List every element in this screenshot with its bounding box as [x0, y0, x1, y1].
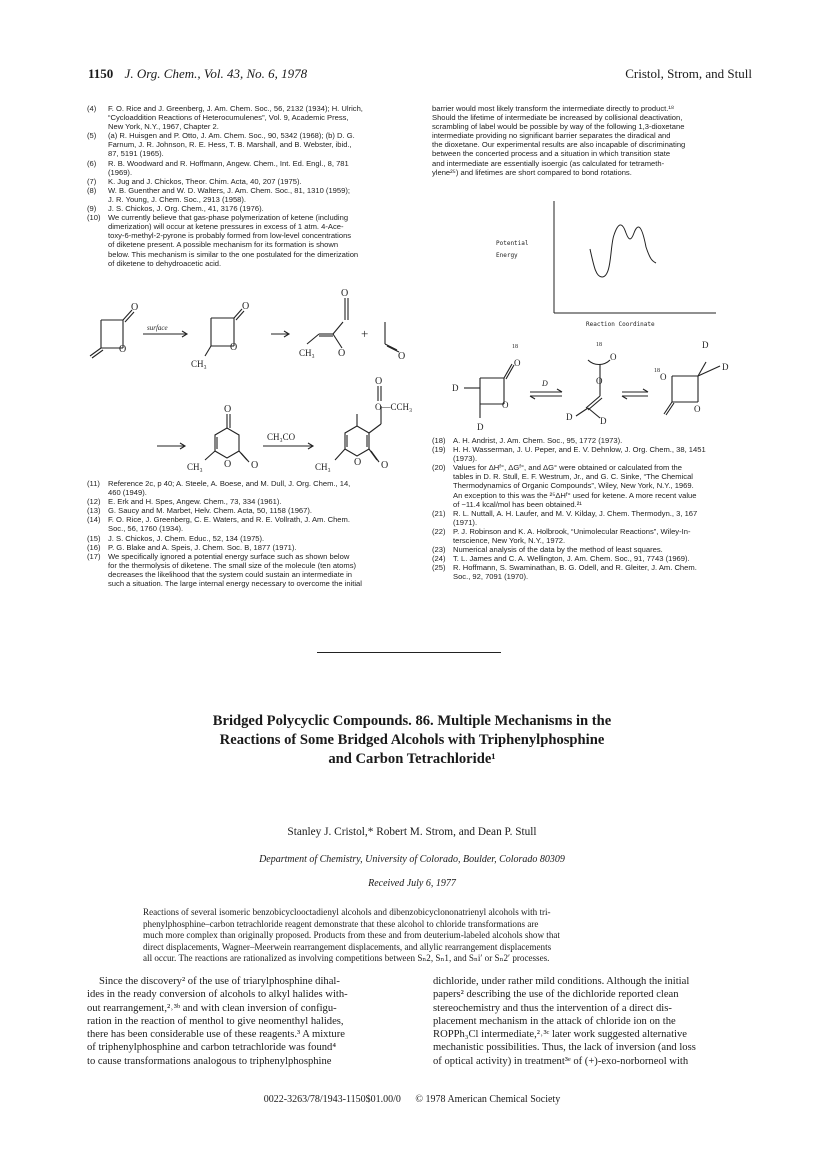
reference-item — [87, 131, 422, 158]
reference-item — [432, 436, 762, 445]
reference-item — [432, 545, 762, 554]
reference-text-line: such a situation. The large internal energy necessary to overcome the initial — [108, 579, 362, 589]
article-authors: Stanley J. Cristol,* Robert M. Strom, and Dean P. Stull — [287, 826, 537, 838]
scheme1-plus: + — [361, 326, 369, 341]
body-line: mechanistic possibilities. Thus, the lack of inversion (and loss — [433, 1042, 696, 1054]
body-line: out rearrangement,²˒³ᵇ and with clean inversion of configu- — [87, 1002, 337, 1014]
reference-text-line: We specifically ignored a potential energy surface such as shown below — [108, 551, 350, 561]
reference-text-line: F. O. Rice and J. Greenberg, J. Am. Chem. Soc., 56, 2132 (1934); H. Ulrich, — [108, 104, 363, 113]
scheme3-d-arrow: D — [542, 379, 548, 388]
scheme1-o2: O — [119, 344, 127, 355]
reference-text-line: tables in D. R. Stull, E. F. Westrum, Jr., and G. C. Sinke, “The Chemical — [453, 472, 693, 482]
reference-text-line: We currently believe that gas-phase polymerization of ketene (including — [108, 213, 349, 223]
reference-item — [87, 177, 422, 186]
reference-text-line: New York, N.Y., 1967, Chapter 2. — [108, 122, 219, 132]
reference-item — [87, 213, 422, 268]
scheme-dioxetane — [450, 338, 750, 436]
abstract — [143, 907, 683, 965]
reference-number: (8) — [87, 185, 97, 195]
scheme1-o6: O — [338, 348, 346, 359]
ref-text-line: the dioxetane. Our experimental results are also incapable of discriminating — [432, 140, 686, 150]
reference-number: (23) — [432, 545, 446, 555]
reference-text-line: R. Hoffmann, S. Swaminathan, B. G. Odell, and R. Gleiter, J. Am. Chem. — [453, 563, 697, 573]
scheme1-o7: O — [398, 351, 406, 362]
body-column-left — [87, 975, 417, 1068]
scheme3-o6: O — [694, 404, 701, 414]
reference-text-line: (1969). — [108, 167, 133, 177]
scheme2-acetoxy: O—CCH₃ — [375, 402, 413, 412]
ref-text-line: and intermediate are essentially isoergic (as calculated for tetrameth- — [432, 158, 665, 168]
scheme3-o3: O — [610, 352, 617, 362]
body-line: ROPPh₃Cl intermediate,²˒³ᶜ later work suggested alternative — [433, 1029, 687, 1041]
references-right-bottom — [432, 436, 762, 582]
reference-number: (4) — [87, 104, 97, 113]
reference-number: (25) — [432, 563, 446, 573]
scheme3-label18-1: 18 — [512, 344, 518, 350]
scheme3-label18-3: 18 — [654, 368, 660, 374]
body-line: to cause transformations analogous to triphenylphosphine — [87, 1055, 332, 1067]
body-line: stereochemistry and thus the intervention of a direct dis- — [433, 1002, 672, 1014]
ref-text-line: Should the lifetime of intermediate be increased by collisional deactivation, — [432, 113, 683, 123]
reference-text-line: P. J. Robinson and K. A. Holbrook, “Unimolecular Reactions”, Wiley-In- — [453, 526, 691, 536]
abstract-line: all occur. The reactions are rationalized as involving competitions between Sₙ2, Sₙ1, and Sₙi′ or Sₙ2′ processes. — [143, 953, 550, 964]
reference-number: (5) — [87, 131, 97, 141]
reference-text-line: for the thermolysis of diketene. The small size of the molecule (ten atoms) — [108, 560, 357, 570]
reference-text-line: J. R. Young, J. Chem. Soc., 2913 (1958). — [108, 194, 247, 204]
body-line: of optical activity) in treatment³ᵉ of (+)-exo-norborneol with — [433, 1055, 689, 1067]
reference-text-line: 460 (1949). — [108, 488, 147, 498]
reference-number: (14) — [87, 515, 101, 525]
scheme2-o1: O — [224, 404, 232, 415]
reference-item — [87, 543, 422, 552]
energy-ylabel-2: Energy — [496, 252, 518, 259]
reference-text-line: Numerical analysis of the data by the method of least squares. — [453, 545, 663, 555]
reference-text-line: P. G. Blake and A. Speis, J. Chem. Soc. B, 1877 (1971). — [108, 542, 297, 552]
reference-item — [432, 509, 762, 527]
reference-text-line: below. This mechanism is similar to the one postulated for the dimerization — [108, 249, 359, 259]
reference-text-line: (a) R. Huisgen and P. Otto, J. Am. Chem. Soc., 90, 5342 (1968); (b) D. G. — [108, 131, 355, 141]
reference-number: (6) — [87, 158, 97, 168]
scheme2-o6: O — [381, 460, 389, 471]
scheme2-methyl2: CH₃ — [315, 462, 331, 472]
body-line: ration in the reaction of menthol to give neomenthyl halides, — [87, 1015, 344, 1027]
reference-number: (12) — [87, 497, 101, 507]
reference-item — [432, 445, 762, 463]
reference-text-line: (1973). — [453, 454, 478, 464]
ref-text-line: barrier would most likely transform the intermediate directly to product.¹⁸ — [432, 104, 675, 113]
reference-item — [432, 563, 762, 581]
reference-item — [432, 463, 762, 508]
scheme3-label18-2: 18 — [596, 342, 602, 348]
scheme3-o2: O — [502, 400, 509, 410]
references-left-bottom — [87, 479, 422, 588]
reference-number: (21) — [432, 508, 446, 518]
reference-item — [87, 186, 422, 204]
reference-text-line: J. S. Chickos, J. Org. Chem., 41, 3176 (1976). — [108, 204, 264, 214]
reference-number: (17) — [87, 551, 101, 561]
reference-number: (10) — [87, 213, 101, 223]
reference-number: (9) — [87, 204, 97, 214]
reference-text-line: R. L. Nuttall, A. H. Laufer, and M. V. Kilday, J. Chem. Thermodyn., 3, 167 — [453, 508, 698, 518]
scheme2-o5: O — [354, 457, 362, 468]
body-line: papers² describing the use of the dichloride reported clean — [433, 989, 679, 1001]
reference-number: (24) — [432, 554, 446, 564]
reference-text-line: 87, 5191 (1965). — [108, 149, 164, 159]
energy-xlabel: Reaction Coordinate — [586, 321, 655, 328]
reference-text-line: “Cycloaddition Reactions of Heterocumulenes”, Vol. 9, Academic Press, — [108, 113, 349, 123]
reference-text-line: dimerization) will occur at ketene pressures in excess of 1 atm. 4-Ace- — [108, 222, 344, 232]
scheme1-o5: O — [341, 288, 349, 299]
reference-text-line: W. B. Guenther and W. D. Walters, J. Am. Chem. Soc., 81, 1310 (1959); — [108, 185, 350, 195]
reference-number: (11) — [87, 479, 100, 488]
reference-text-line: terscience, New York, N.Y., 1972. — [453, 536, 566, 546]
title-line: Reactions of Some Bridged Alcohols with Triphenylphosphine — [219, 732, 605, 748]
reference-number: (13) — [87, 506, 101, 516]
reference-number: (20) — [432, 463, 446, 473]
reference-text-line: E. Erk and H. Spes, Angew. Chem., 73, 334 (1961). — [108, 497, 282, 507]
body-line: dichloride, under rather mild conditions. Although the initial — [433, 976, 690, 987]
ref-text-line: intermediate providing no significant barrier separates the diradical and — [432, 131, 671, 141]
energy-diagram — [486, 195, 722, 335]
reference-number: (18) — [432, 436, 446, 445]
reference-item — [87, 506, 422, 515]
reference-item — [87, 497, 422, 506]
scheme-diketene-thermolysis — [87, 288, 427, 378]
reference-text-line: of diketene present. A possible mechanism for its formation is shown — [108, 240, 339, 250]
scheme3-o4: O — [596, 376, 603, 386]
section-divider — [317, 652, 501, 653]
reference-item — [432, 527, 762, 545]
article-affiliation: Department of Chemistry, University of Colorado, Boulder, Colorado 80309 — [259, 854, 565, 865]
abstract-line: direct displacements, Wagner–Meerwein rearrangement displacements, and allylic rearrangement displacements — [143, 941, 552, 952]
article-code: 0022-3263/78/1943-1150$01.00/0 — [263, 1094, 401, 1105]
reference-text-line: Thermodynamics of Organic Compounds”, Wiley, New York, N.Y., 1969. — [453, 481, 694, 491]
reference-item — [87, 159, 422, 177]
scheme3-d2: D — [477, 422, 484, 432]
reference-text-line: An exception to this was the ²⁵ΔHᶠ° used for ketene. A more recent value — [453, 490, 697, 500]
body-line: Since the discovery² of the use of triarylphosphine dihal- — [99, 976, 340, 987]
running-header-authors: Cristol, Strom, and Stull — [625, 66, 752, 81]
reference-text-line: R. B. Woodward and R. Hoffmann, Angew. Chem., Int. Ed. Engl., 8, 781 — [108, 158, 349, 168]
scheme3-d1: D — [452, 383, 459, 393]
abstract-line: phenylphosphine–carbon tetrachloride reagent demonstrate that these alcohol to chloride transformations are — [143, 918, 539, 929]
scheme3-d3: D — [566, 412, 573, 422]
reference-text-line: K. Jug and J. Chickos, Theor. Chim. Acta, 40, 207 (1975). — [108, 176, 302, 186]
energy-ylabel-1: Potential — [496, 240, 529, 247]
copyright: © 1978 American Chemical Society — [415, 1094, 561, 1105]
scheme2-o4: O — [375, 376, 383, 387]
page-number: 1150 — [88, 66, 114, 81]
reference-text-line: Soc., 92, 7091 (1970). — [453, 572, 529, 582]
ref-text-line: scrambling of label would be possible by way of the following 1,3-dioxetane — [432, 122, 685, 132]
body-line: of triphenylphosphine and carbon tetrachloride was found⁴ — [87, 1042, 337, 1054]
reference-text-line: Values for ΔHᶠ°, ΔGᶠ°, and ΔG° were obtained or calculated from the — [453, 463, 683, 473]
page-footer — [0, 1094, 824, 1105]
scheme3-o1: O — [514, 358, 521, 368]
ref-text-line: between the concerted process and a situation in which transition state — [432, 149, 671, 159]
article-title — [90, 712, 734, 769]
journal-citation: J. Org. Chem., Vol. 43, No. 6, 1978 — [124, 66, 308, 81]
scheme1-o4: O — [230, 342, 238, 353]
reference-item — [87, 515, 422, 533]
reference-number: (22) — [432, 526, 446, 536]
reference-text-line: decreases the likelihood that the system could sustain an intermediate in — [108, 569, 352, 579]
reference-text-line: toxy-6-methyl-2-pyrone is probably formed from low-level concentrations — [108, 231, 352, 241]
scheme-pyrone-acetylation — [87, 374, 427, 474]
scheme2-reagent: CH₃CO — [267, 432, 296, 442]
reference-text-line: of −11.4 kcal/mol has been obtained.²¹ — [453, 499, 582, 509]
scheme3-o5: O — [660, 372, 667, 382]
scheme3-d4: D — [600, 416, 607, 426]
running-header-left — [88, 66, 307, 82]
reference-text-line: F. O. Rice, J. Greenberg, C. E. Waters, and R. E. Vollrath, J. Am. Chem. — [108, 515, 350, 525]
reference-text-line: H. H. Wasserman, J. U. Peper, and E. V. Dehnlow, J. Org. Chem., 38, 1451 — [453, 445, 706, 455]
body-column-right — [433, 975, 763, 1068]
scheme1-arrow-label: surface — [147, 324, 168, 332]
reference-text-line: Reference 2c, p 40; A. Steele, A. Boese, and M. Dull, J. Org. Chem., 14, — [108, 479, 351, 488]
body-line: placement mechanism in the attack of chloride ion on the — [433, 1015, 676, 1027]
title-line: Bridged Polycyclic Compounds. 86. Multiple Mechanisms in the — [212, 713, 612, 729]
reference-text-line: T. L. James and C. A. Wellington, J. Am. Chem. Soc., 91, 7743 (1969). — [453, 554, 690, 564]
references-left-top — [87, 104, 422, 268]
scheme1-methyl2: CH₃ — [299, 348, 315, 358]
ref-text-line: ylene²⁵) and lifetimes are short compared to bond rotations. — [432, 167, 632, 177]
reference-item — [87, 552, 422, 588]
reference-text-line: Farnum, J. R. Johnson, R. E. Hess, T. B. Marshall, and B. Webster, ibid., — [108, 140, 352, 150]
scheme3-d5: D — [702, 340, 709, 350]
reference-item — [87, 204, 422, 213]
reference-text-line: A. H. Andrist, J. Am. Chem. Soc., 95, 1772 (1973). — [453, 436, 623, 445]
reference-number: (19) — [432, 445, 446, 455]
scheme1-methyl1: CH₃ — [191, 359, 207, 369]
reference-text-line: J. S. Chickos, J. Chem. Educ., 52, 134 (1975). — [108, 533, 265, 543]
scheme3-d6: D — [722, 362, 729, 372]
reference-number: (16) — [87, 542, 101, 552]
abstract-line: much more complex than originally proposed. Products from these and from deuterium-labeled alcohols show that — [143, 930, 560, 941]
body-line: there has been considerable use of these reagents.³ A mixture — [87, 1029, 345, 1041]
abstract-line: Reactions of several isomeric benzobicyclooctadienyl alcohols and dibenzobicyclononatrienyl alcohols with tri- — [143, 907, 551, 917]
reference-item — [87, 104, 422, 131]
scheme2-o2: O — [224, 459, 232, 470]
reference-number: (15) — [87, 533, 101, 543]
references-right-top — [432, 104, 762, 177]
energy-curve — [590, 225, 656, 277]
reference-item — [432, 554, 762, 563]
reference-item — [87, 534, 422, 543]
reference-item — [87, 479, 422, 497]
reference-text-line: G. Saucy and M. Marbet, Helv. Chem. Acta, 50, 1158 (1967). — [108, 506, 313, 516]
received-date: Received July 6, 1977 — [368, 878, 456, 889]
reference-number: (7) — [87, 176, 97, 186]
reference-text-line: Soc., 56, 1760 (1934). — [108, 524, 184, 534]
reference-text-line: of diketene to dehydroacetic acid. — [108, 258, 222, 268]
title-line: and Carbon Tetrachloride¹ — [328, 751, 496, 767]
scheme1-o3: O — [242, 301, 250, 312]
reference-text-line: (1971). — [453, 517, 478, 527]
scheme2-o3: O — [251, 460, 259, 471]
body-line: ides in the ready conversion of alcohols to alkyl halides with- — [87, 989, 348, 1001]
scheme2-methyl1: CH₃ — [187, 462, 203, 472]
scheme1-o1: O — [131, 302, 139, 313]
